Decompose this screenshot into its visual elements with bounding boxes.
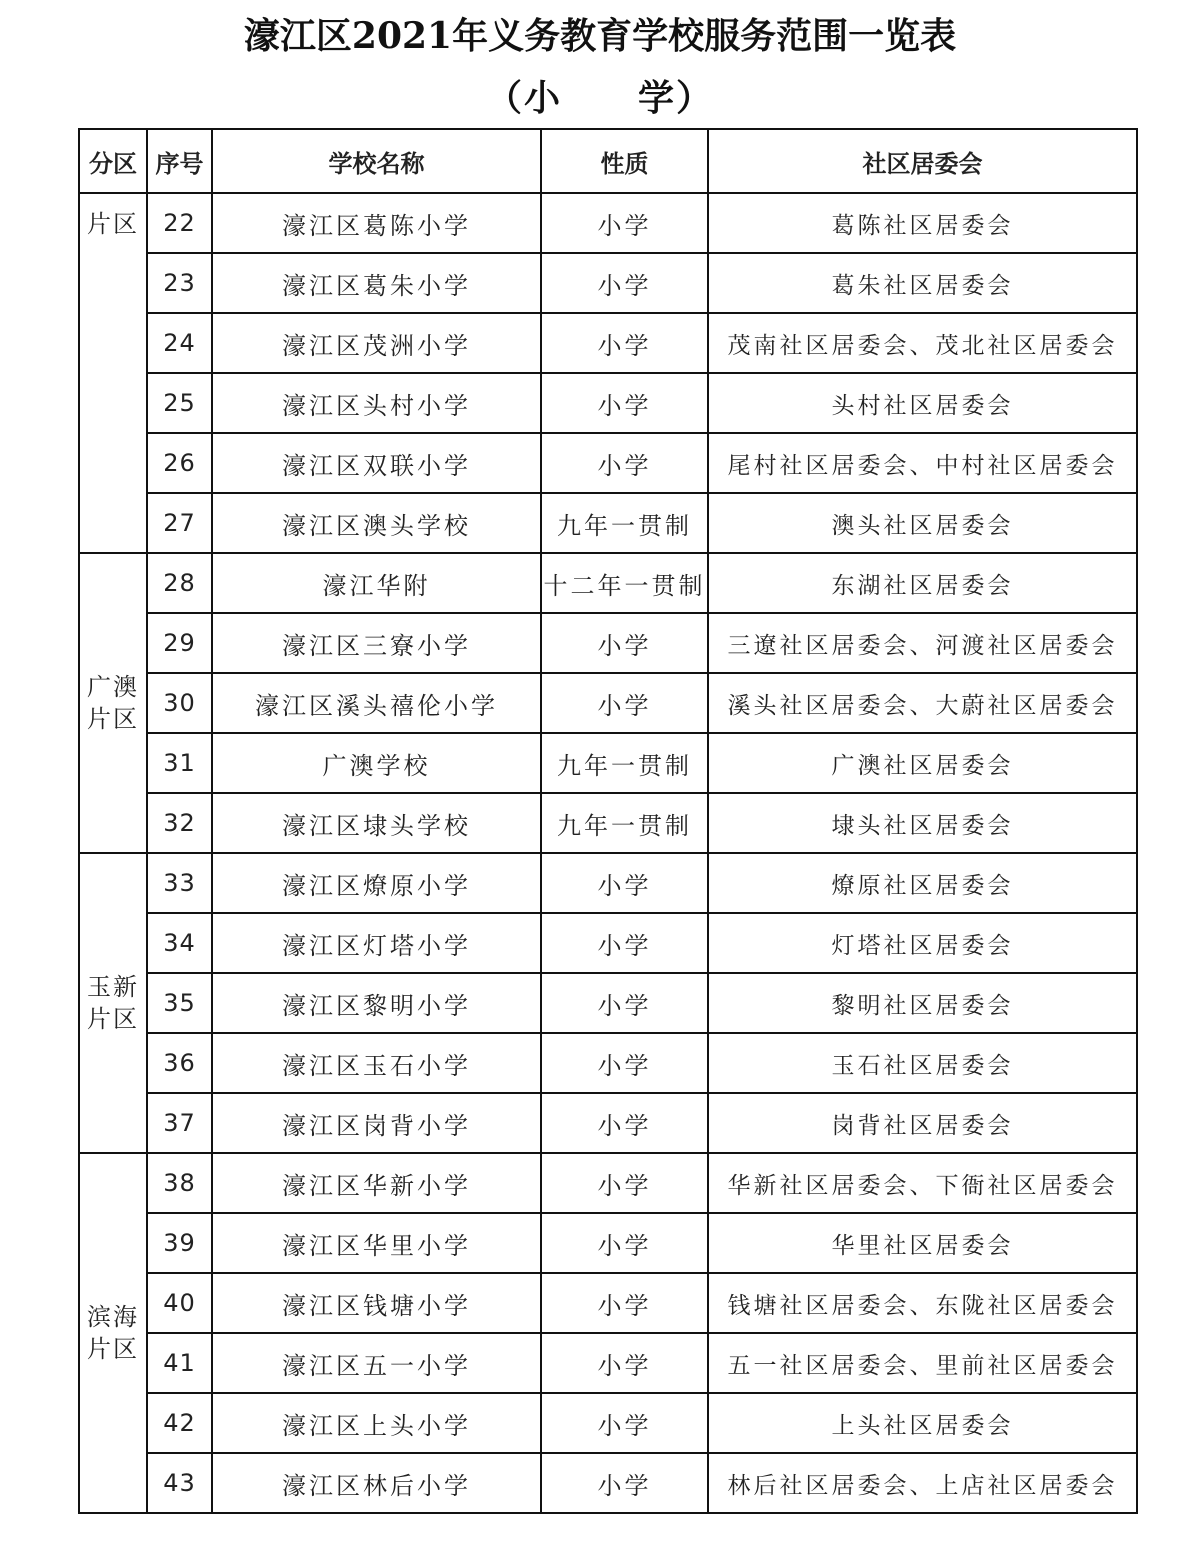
- seq-cell: 22: [147, 193, 212, 253]
- community-cell: 三遼社区居委会、河渡社区居委会: [708, 613, 1137, 673]
- nature-cell: 小学: [541, 1153, 708, 1213]
- school-name-cell: 濠江区燎原小学: [212, 853, 541, 913]
- school-name-cell: 濠江区灯塔小学: [212, 913, 541, 973]
- table-row: [79, 973, 1137, 1033]
- nature-cell: 十二年一贯制: [541, 553, 708, 613]
- nature-cell: 小学: [541, 1453, 708, 1513]
- school-name-cell: 濠江区钱塘小学: [212, 1273, 541, 1333]
- community-cell: 林后社区居委会、上店社区居委会: [708, 1453, 1137, 1513]
- seq-cell: 26: [147, 433, 212, 493]
- community-cell: 葛陈社区居委会: [708, 193, 1137, 253]
- school-name-cell: 濠江区双联小学: [212, 433, 541, 493]
- header-nature: 性质: [541, 129, 708, 193]
- table-row: [79, 613, 1137, 673]
- table-row: [79, 433, 1137, 493]
- seq-cell: 32: [147, 793, 212, 853]
- community-cell: 黎明社区居委会: [708, 973, 1137, 1033]
- community-cell: 头村社区居委会: [708, 373, 1137, 433]
- nature-cell: 小学: [541, 373, 708, 433]
- nature-cell: 小学: [541, 1333, 708, 1393]
- nature-cell: 小学: [541, 613, 708, 673]
- nature-cell: 九年一贯制: [541, 493, 708, 553]
- community-cell: 东湖社区居委会: [708, 553, 1137, 613]
- seq-cell: 39: [147, 1213, 212, 1273]
- school-name-cell: 濠江区头村小学: [212, 373, 541, 433]
- school-name-cell: 濠江区华里小学: [212, 1213, 541, 1273]
- seq-cell: 40: [147, 1273, 212, 1333]
- school-service-table: [78, 128, 1138, 1514]
- table-row: [79, 1033, 1137, 1093]
- table-row: [79, 1453, 1137, 1513]
- seq-cell: 33: [147, 853, 212, 913]
- seq-cell: 37: [147, 1093, 212, 1153]
- table-row: [79, 553, 1137, 613]
- seq-cell: 38: [147, 1153, 212, 1213]
- page-subtitle: （小 学）: [485, 77, 714, 119]
- nature-cell: 小学: [541, 673, 708, 733]
- school-name-cell: 濠江区岗背小学: [212, 1093, 541, 1153]
- school-name-cell: 濠江区五一小学: [212, 1333, 541, 1393]
- community-cell: 葛朱社区居委会: [708, 253, 1137, 313]
- community-cell: 华新社区居委会、下衙社区居委会: [708, 1153, 1137, 1213]
- table-row: [79, 1153, 1137, 1213]
- school-name-cell: 濠江区玉石小学: [212, 1033, 541, 1093]
- nature-cell: 小学: [541, 973, 708, 1033]
- page-title: 濠江区2021年义务教育学校服务范围一览表: [243, 15, 957, 57]
- nature-cell: 小学: [541, 1213, 708, 1273]
- seq-cell: 34: [147, 913, 212, 973]
- district-cell: 滨海片区: [79, 1153, 147, 1513]
- table-row: [79, 853, 1137, 913]
- community-cell: 尾村社区居委会、中村社区居委会: [708, 433, 1137, 493]
- nature-cell: 小学: [541, 433, 708, 493]
- school-name-cell: 濠江区三寮小学: [212, 613, 541, 673]
- table-row: [79, 733, 1137, 793]
- header-school: 学校名称: [212, 129, 541, 193]
- nature-cell: 小学: [541, 253, 708, 313]
- community-cell: 钱塘社区居委会、东陇社区居委会: [708, 1273, 1137, 1333]
- nature-cell: 小学: [541, 853, 708, 913]
- school-name-cell: 濠江区黎明小学: [212, 973, 541, 1033]
- nature-cell: 九年一贯制: [541, 733, 708, 793]
- seq-cell: 31: [147, 733, 212, 793]
- seq-cell: 35: [147, 973, 212, 1033]
- school-name-cell: 濠江区葛陈小学: [212, 193, 541, 253]
- nature-cell: 小学: [541, 1093, 708, 1153]
- community-cell: 玉石社区居委会: [708, 1033, 1137, 1093]
- table-row: [79, 1333, 1137, 1393]
- community-cell: 华里社区居委会: [708, 1213, 1137, 1273]
- seq-cell: 36: [147, 1033, 212, 1093]
- seq-cell: 43: [147, 1453, 212, 1513]
- nature-cell: 小学: [541, 1273, 708, 1333]
- table-row: [79, 793, 1137, 853]
- table-row: [79, 253, 1137, 313]
- seq-cell: 23: [147, 253, 212, 313]
- school-name-cell: 濠江华附: [212, 553, 541, 613]
- school-name-cell: 濠江区溪头禧伦小学: [212, 673, 541, 733]
- nature-cell: 小学: [541, 313, 708, 373]
- district-cell: 广澳片区: [79, 553, 147, 853]
- table-row: [79, 1393, 1137, 1453]
- community-cell: 燎原社区居委会: [708, 853, 1137, 913]
- table-row: [79, 373, 1137, 433]
- community-cell: 灯塔社区居委会: [708, 913, 1137, 973]
- table-header-row: [79, 129, 1137, 193]
- header-district: 分区: [79, 129, 147, 193]
- header-community: 社区居委会: [708, 129, 1137, 193]
- nature-cell: 小学: [541, 193, 708, 253]
- community-cell: 岗背社区居委会: [708, 1093, 1137, 1153]
- community-cell: 埭头社区居委会: [708, 793, 1137, 853]
- table-row: [79, 1213, 1137, 1273]
- table-row: [79, 913, 1137, 973]
- community-cell: 溪头社区居委会、大蔚社区居委会: [708, 673, 1137, 733]
- table-row: [79, 493, 1137, 553]
- table-row: [79, 1273, 1137, 1333]
- district-cell: 玉新片区: [79, 853, 147, 1153]
- school-name-cell: 濠江区上头小学: [212, 1393, 541, 1453]
- nature-cell: 小学: [541, 913, 708, 973]
- seq-cell: 24: [147, 313, 212, 373]
- table-row: [79, 193, 1137, 253]
- community-cell: 广澳社区居委会: [708, 733, 1137, 793]
- seq-cell: 29: [147, 613, 212, 673]
- nature-cell: 小学: [541, 1033, 708, 1093]
- table-row: [79, 313, 1137, 373]
- seq-cell: 28: [147, 553, 212, 613]
- district-cell: 片区: [79, 193, 147, 553]
- seq-cell: 27: [147, 493, 212, 553]
- table-row: [79, 673, 1137, 733]
- seq-cell: 25: [147, 373, 212, 433]
- school-name-cell: 濠江区华新小学: [212, 1153, 541, 1213]
- school-name-cell: 濠江区澳头学校: [212, 493, 541, 553]
- header-seq: 序号: [147, 129, 212, 193]
- nature-cell: 九年一贯制: [541, 793, 708, 853]
- seq-cell: 41: [147, 1333, 212, 1393]
- school-name-cell: 濠江区埭头学校: [212, 793, 541, 853]
- seq-cell: 30: [147, 673, 212, 733]
- school-name-cell: 广澳学校: [212, 733, 541, 793]
- community-cell: 五一社区居委会、里前社区居委会: [708, 1333, 1137, 1393]
- community-cell: 茂南社区居委会、茂北社区居委会: [708, 313, 1137, 373]
- school-name-cell: 濠江区茂洲小学: [212, 313, 541, 373]
- seq-cell: 42: [147, 1393, 212, 1453]
- school-name-cell: 濠江区葛朱小学: [212, 253, 541, 313]
- table-row: [79, 1093, 1137, 1153]
- nature-cell: 小学: [541, 1393, 708, 1453]
- community-cell: 澳头社区居委会: [708, 493, 1137, 553]
- community-cell: 上头社区居委会: [708, 1393, 1137, 1453]
- school-name-cell: 濠江区林后小学: [212, 1453, 541, 1513]
